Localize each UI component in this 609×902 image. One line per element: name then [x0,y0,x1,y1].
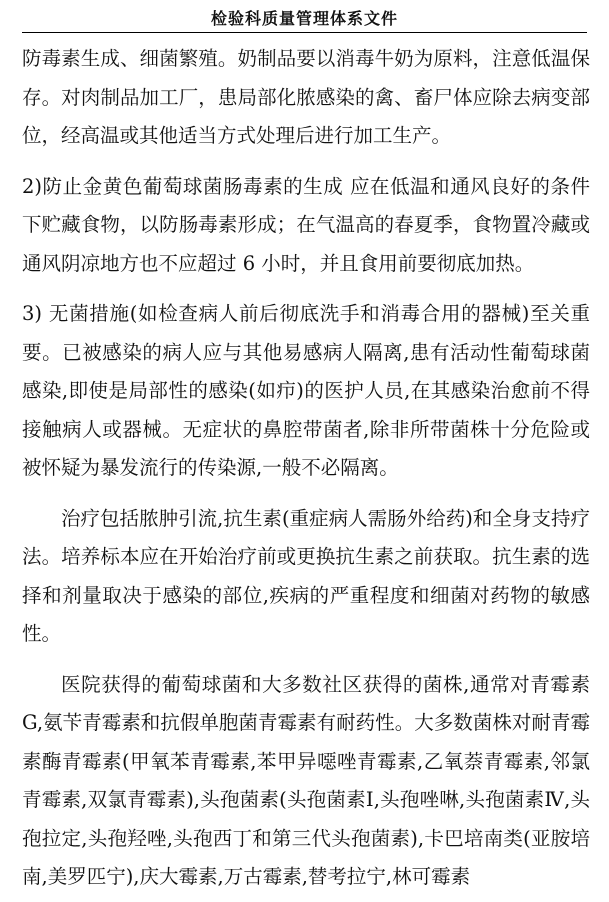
document-header [22,6,587,33]
paragraph-enterotoxin-prevention: 2)防止金黄色葡萄球菌肠毒素的生成 应在低温和通风良好的条件下贮藏食物，以防肠毒素形成；在气温高的春夏季，食物置冷藏或通风阴凉地方也不应超过 6 小时，并且食用前要彻底加热。 [22,174,590,275]
paragraph-treatment: 治疗包括脓肿引流,抗生素(重症病人需肠外给药)和全身支持疗法。培养标本应在开始治疗前或更换抗生素之前获取。抗生素的选择和剂量取决于感染的部位,疾病的严重程度和细菌对药物的敏感性。 [22,506,590,645]
document-title: 检验科质量管理体系文件 [210,9,398,28]
paragraph-aseptic-measures: 3) 无菌措施(如检查病人前后彻底洗手和消毒合用的器械)至关重要。已被感染的病人应与其他易感病人隔离,患有活动性葡萄球菌感染,即使是局部性的感染(如疖)的医护人员,在其感染治愈前不得接触病人或器械。无症状的鼻腔带菌者,除非所带菌株十分危险或被怀疑为暴发流行的传染源,一般不必隔离。 [22,302,590,479]
paragraph-prevention-continued: 防毒素生成、细菌繁殖。奶制品要以消毒牛奶为原料，注意低温保存。对肉制品加工厂，患局部化脓感染的禽、畜尸体应除去病变部位，经高温或其他适当方式处理后进行加工生产。 [22,47,590,147]
document-body [22,40,590,897]
paragraph-antibiotic-resistance: 医院获得的葡萄球菌和大多数社区获得的菌株,通常对青霉素G,氨苄青霉素和抗假单胞菌青霉素有耐药性。大多数菌株对耐青霉素酶青霉素(甲氧苯青霉素,苯甲异噁唑青霉素,乙氧萘青霉素,邻氯青霉素,双氯青霉素),头孢菌素(头孢菌素Ⅰ,头孢唑啉,头孢菌素Ⅳ,头孢拉定,头孢羟唑,头孢西丁和第三代头孢菌素),卡巴培南类(亚胺培南,美罗匹宁),庆大霉素,万古霉素,替考拉宁,林可霉素 [22,672,590,888]
